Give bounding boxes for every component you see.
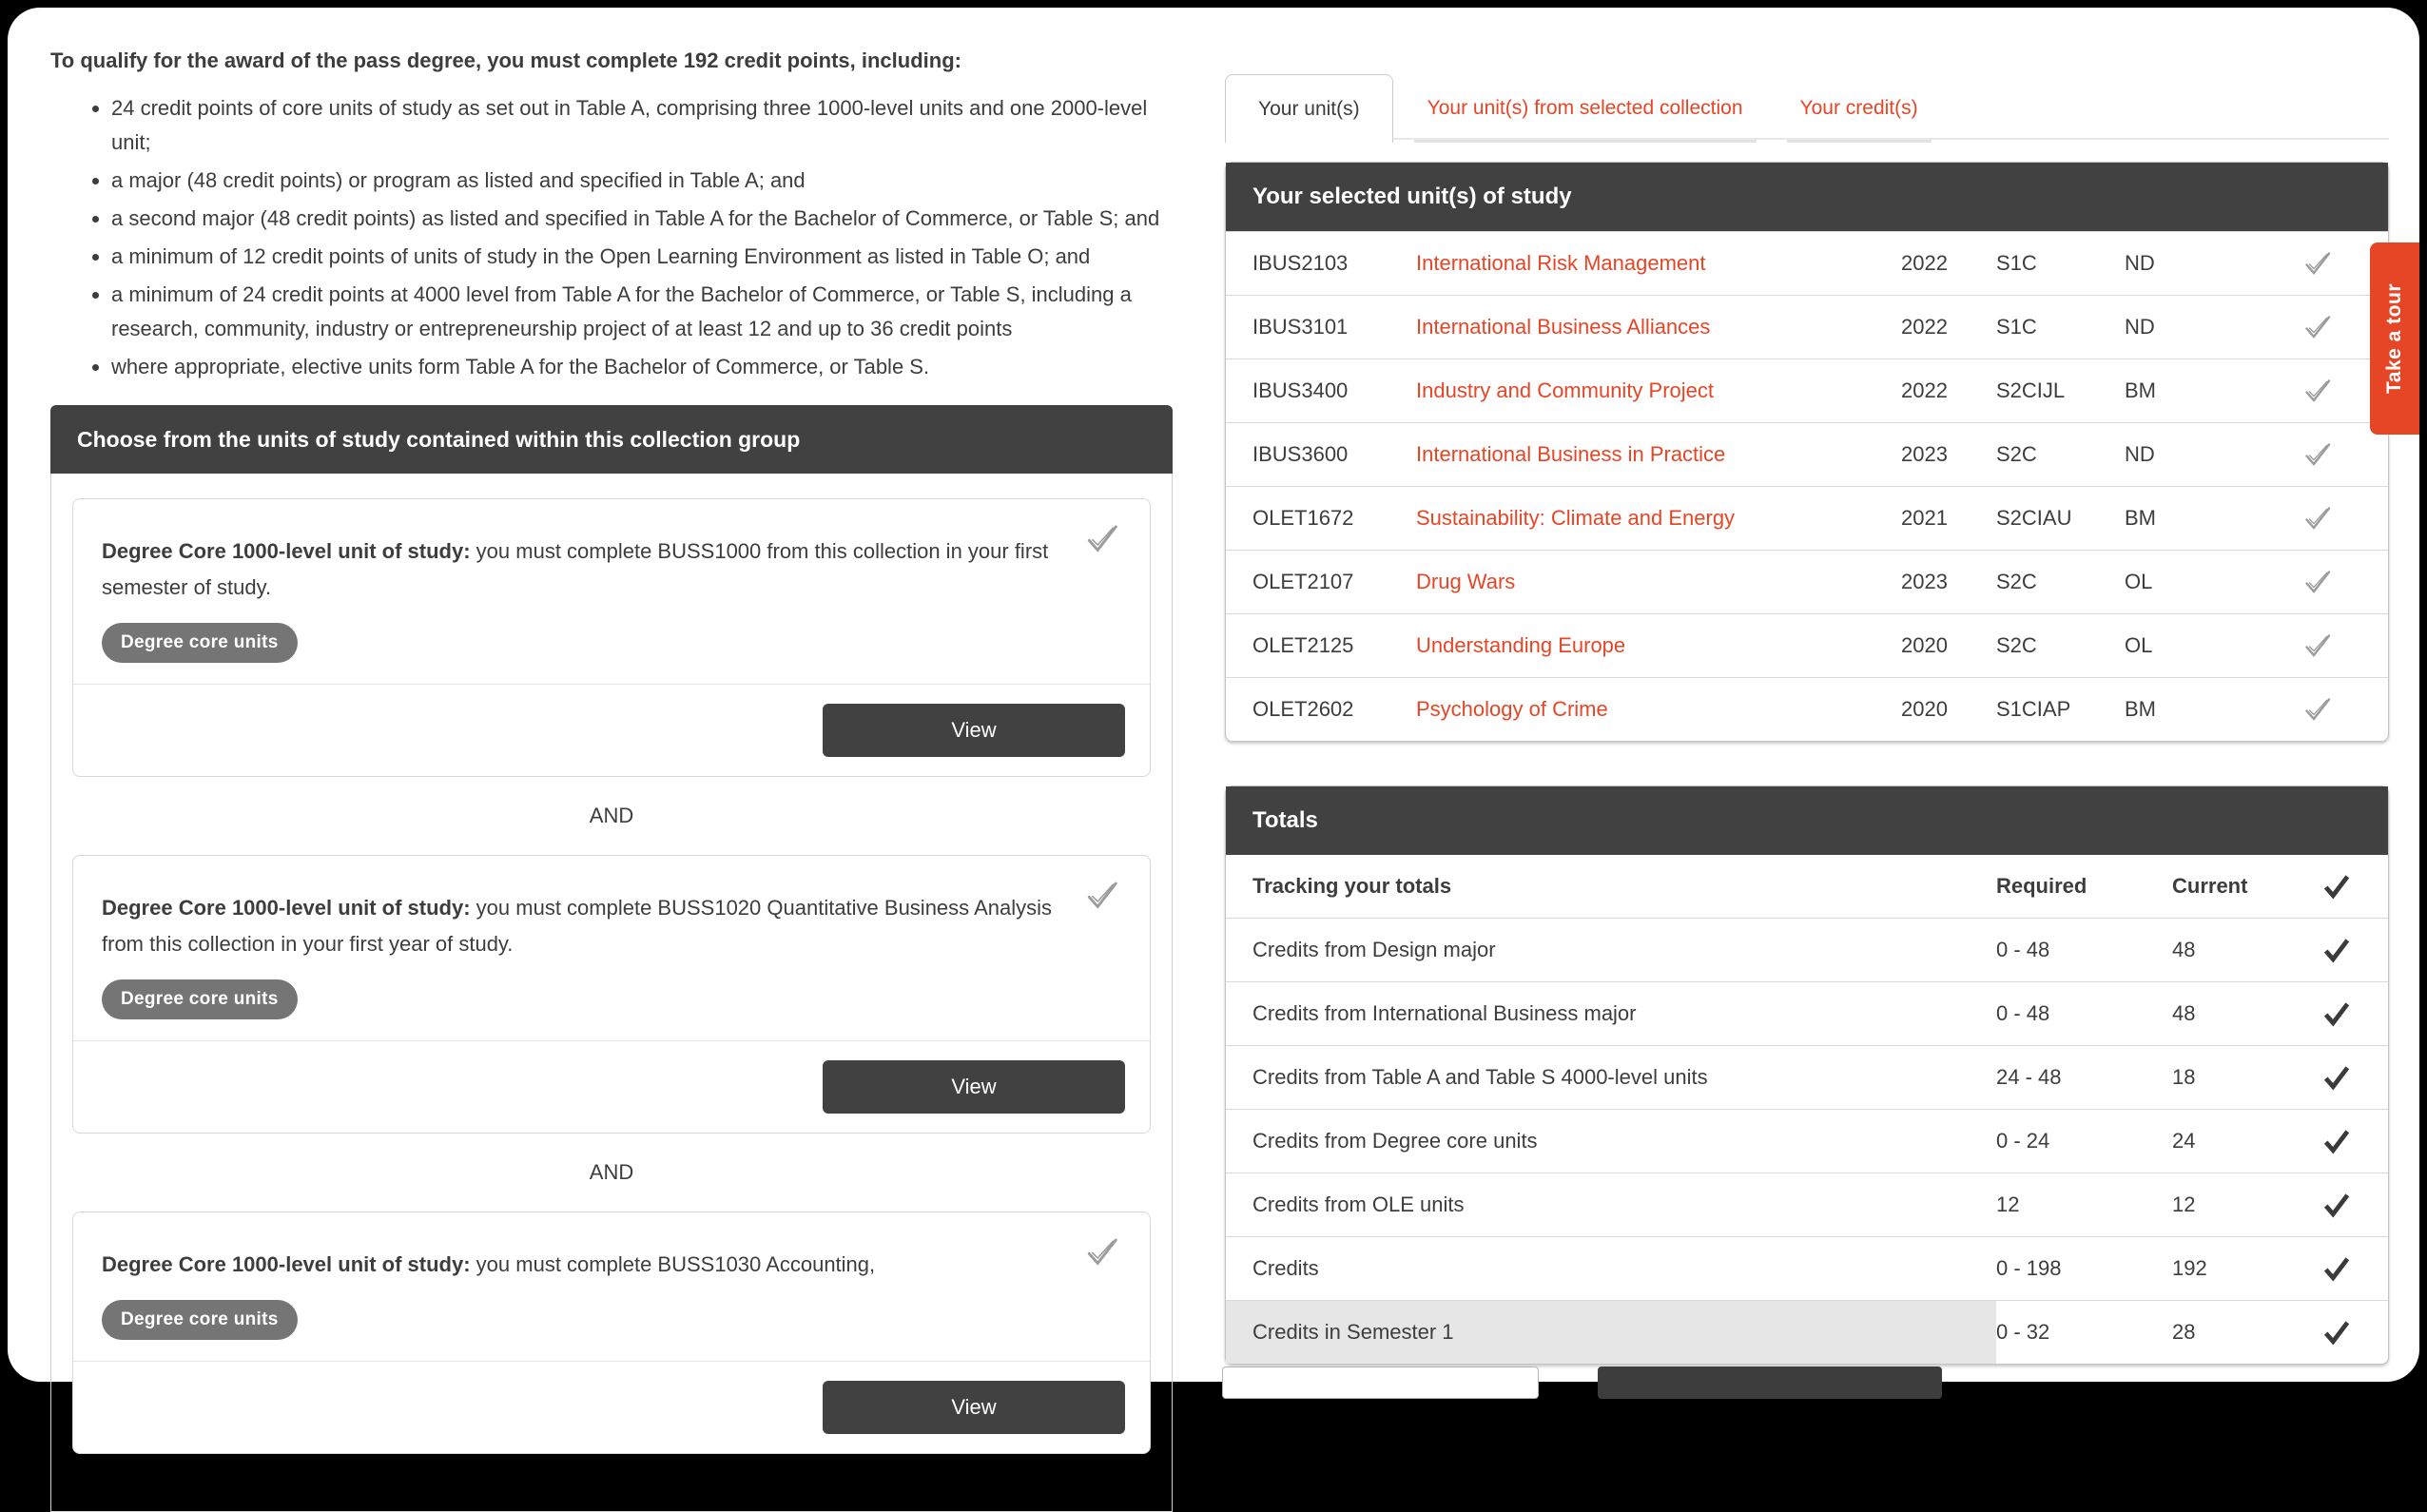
totals-row [1226, 1300, 2388, 1364]
card-footer [73, 1362, 1150, 1453]
unit-year: 2021 [1901, 506, 1948, 530]
and-separator: AND [589, 1160, 634, 1184]
unit-code: OLET1672 [1252, 506, 1354, 530]
total-label: Credits from Design major [1252, 938, 1496, 961]
totals-row [1226, 918, 2388, 981]
total-current: 192 [2172, 1256, 2207, 1280]
card-main [73, 1212, 1150, 1361]
check-icon [2303, 506, 2332, 531]
total-current: 48 [2172, 1001, 2196, 1025]
selected-units-title: Your selected unit(s) of study [1226, 163, 2388, 231]
unit-attribute: ND [2125, 251, 2155, 275]
total-label: Credits from Table A and Table S 4000-level units [1252, 1065, 1708, 1089]
total-required: 0 - 32 [1996, 1320, 2050, 1344]
check-icon [2303, 378, 2332, 403]
unit-name-link[interactable]: Industry and Community Project [1416, 378, 1715, 402]
card-title: Degree Core 1000-level unit of study: [102, 1252, 471, 1276]
unit-session: S2CIAU [1996, 506, 2072, 530]
totals-row [1226, 1045, 2388, 1109]
requirements-intro: To qualify for the award of the pass degree, you must complete 192 credit points, including: [50, 48, 961, 72]
check-icon [2303, 315, 2332, 339]
card-description [102, 1247, 1059, 1283]
card-footer [73, 1041, 1150, 1133]
total-current: 12 [2172, 1192, 2196, 1216]
unit-row [1226, 677, 2388, 741]
view-button[interactable]: View [823, 1060, 1125, 1114]
totals-title: Totals [1226, 786, 2388, 855]
tabs-bar [1225, 74, 2389, 143]
and-separator: AND [589, 804, 634, 827]
check-icon [2303, 697, 2332, 722]
card-main [73, 499, 1150, 684]
unit-code: OLET2602 [1252, 697, 1354, 721]
check-icon [2323, 1192, 2350, 1217]
totals-row [1226, 1173, 2388, 1236]
card-title: Degree Core 1000-level unit of study: [102, 896, 471, 920]
totals-rows [1226, 918, 2388, 1364]
requirement-item: • 24 credit points of core units of study as set out in Table A, comprising three 1000-level units and one 2000-level unit; [111, 91, 1173, 160]
total-required: 12 [1996, 1192, 2020, 1216]
unit-year: 2022 [1901, 315, 1948, 339]
card-body-text: you must complete BUSS1030 Accounting, [470, 1252, 876, 1276]
card-body-text: you must complete BUSS1000 from this collection in your first semester of study. [102, 539, 1049, 599]
unit-code: IBUS3600 [1252, 442, 1349, 466]
units-section [1225, 74, 2389, 1365]
total-label: Credits from International Business major [1252, 1001, 1637, 1025]
check-icon [1085, 524, 1119, 558]
view-button[interactable]: View [823, 1381, 1125, 1434]
unit-session: S1C [1996, 315, 2037, 339]
total-required: 0 - 48 [1996, 938, 2050, 961]
totals-row [1226, 981, 2388, 1045]
unit-row [1226, 295, 2388, 359]
unit-name-link[interactable]: International Business Alliances [1416, 315, 1711, 339]
unit-name-link[interactable]: International Business in Practice [1416, 442, 1726, 466]
total-current: 18 [2172, 1065, 2196, 1089]
unit-attribute: ND [2125, 442, 2155, 466]
take-a-tour-tab[interactable] [2370, 242, 2419, 435]
unit-year: 2023 [1901, 570, 1948, 593]
check-icon [2303, 442, 2332, 467]
unit-session: S1CIAP [1996, 697, 2071, 721]
unit-name-link[interactable]: International Risk Management [1416, 251, 1706, 275]
check-icon [2323, 1256, 2350, 1281]
check-icon [2323, 1065, 2350, 1090]
requirement-item: • where appropriate, elective units form Table A for the Bachelor of Commerce, or Table S. [111, 350, 1173, 384]
unit-session: S2CIJL [1996, 378, 2066, 402]
requirement-item: • a minimum of 24 credit points at 4000 level from Table A for the Bachelor of Commerce, or Table S, including a research, community, industry or entrepreneurship project of at least 12 and up to 36 credit points [111, 278, 1173, 346]
unit-session: S2C [1996, 633, 2037, 657]
check-icon [2303, 570, 2332, 594]
degree-requirements-section [50, 46, 1173, 1512]
unit-year: 2023 [1901, 442, 1948, 466]
total-required: 0 - 198 [1996, 1256, 2062, 1280]
unit-code: OLET2125 [1252, 633, 1354, 657]
tab[interactable]: Your unit(s) from selected collection [1405, 74, 1766, 143]
unit-year: 2022 [1901, 378, 1948, 402]
unit-year: 2022 [1901, 251, 1948, 275]
card-main [73, 856, 1150, 1040]
unit-name-link[interactable]: Drug Wars [1416, 570, 1516, 593]
unit-row [1226, 359, 2388, 422]
totals-header-row [1226, 855, 2388, 918]
unit-code: IBUS3101 [1252, 315, 1349, 339]
card-title: Degree Core 1000-level unit of study: [102, 539, 471, 563]
unit-attribute: BM [2125, 697, 2156, 721]
total-label: Credits from Degree core units [1252, 1129, 1538, 1153]
unit-attribute: OL [2125, 570, 2153, 593]
tab[interactable]: Your unit(s) [1225, 74, 1393, 143]
unit-code: IBUS3400 [1252, 378, 1349, 402]
total-label: Credits from OLE units [1252, 1192, 1465, 1216]
degree-core-units-badge: Degree core units [102, 1300, 298, 1340]
check-icon [1085, 881, 1119, 915]
check-icon [2323, 1320, 2350, 1345]
bottom-button-light[interactable] [1222, 1367, 1539, 1399]
totals-header-label: Tracking your totals [1252, 874, 1452, 898]
unit-attribute: OL [2125, 633, 2153, 657]
unit-attribute: ND [2125, 315, 2155, 339]
check-icon [1085, 1237, 1119, 1271]
requirements-list [50, 91, 1173, 384]
unit-session: S2C [1996, 442, 2037, 466]
totals-header-required: Required [1996, 874, 2087, 898]
check-icon [2303, 633, 2332, 658]
unit-year: 2020 [1901, 633, 1948, 657]
take-a-tour-label: Take a tour [2383, 283, 2405, 394]
unit-attribute: BM [2125, 506, 2156, 530]
total-label: Credits in Semester 1 [1226, 1301, 1996, 1364]
total-label: Credits [1252, 1256, 1319, 1280]
collection-card [72, 498, 1151, 777]
degree-core-units-badge: Degree core units [102, 979, 298, 1019]
totals-panel [1225, 785, 2389, 1365]
unit-name-link[interactable]: Sustainability: Climate and Energy [1416, 506, 1736, 530]
unit-name-link[interactable]: Understanding Europe [1416, 633, 1626, 657]
check-icon [2303, 251, 2332, 276]
collection-card [72, 855, 1151, 1134]
card-body-text: you must complete BUSS1020 Quantitative Business Analysis from this collection in your first year of study. [102, 896, 1052, 956]
view-button[interactable]: View [823, 704, 1125, 757]
unit-session: S2C [1996, 570, 2037, 593]
unit-year: 2020 [1901, 697, 1948, 721]
unit-name-link[interactable]: Psychology of Crime [1416, 697, 1608, 721]
totals-row [1226, 1236, 2388, 1300]
check-icon [2323, 874, 2350, 899]
card-description [102, 890, 1059, 962]
unit-row [1226, 231, 2388, 295]
totals-row [1226, 1109, 2388, 1173]
unit-code: IBUS2103 [1252, 251, 1349, 275]
check-icon [2323, 1001, 2350, 1026]
tab[interactable]: Your credit(s) [1777, 74, 1941, 143]
page-panel [8, 8, 2419, 1419]
selected-units-rows [1226, 231, 2388, 741]
requirement-item: • a major (48 credit points) or program as listed and specified in Table A; and [111, 164, 1173, 198]
degree-core-units-badge: Degree core units [102, 623, 298, 663]
unit-row [1226, 550, 2388, 613]
bottom-button-dark[interactable] [1598, 1367, 1942, 1399]
check-icon [2323, 1129, 2350, 1153]
check-icon [2323, 938, 2350, 962]
card-description [102, 533, 1059, 606]
total-required: 0 - 24 [1996, 1129, 2050, 1153]
total-required: 24 - 48 [1996, 1065, 2062, 1089]
total-required: 0 - 48 [1996, 1001, 2050, 1025]
unit-row [1226, 422, 2388, 486]
unit-attribute: BM [2125, 378, 2156, 402]
card-footer [73, 685, 1150, 776]
totals-header-current: Current [2172, 874, 2248, 898]
collection-group-body [50, 474, 1173, 1512]
unit-row [1226, 613, 2388, 677]
requirement-item: • a minimum of 12 credit points of units of study in the Open Learning Environment as listed in Table O; and [111, 240, 1173, 274]
total-current: 28 [2172, 1320, 2196, 1344]
collection-card [72, 1212, 1151, 1454]
total-current: 24 [2172, 1129, 2196, 1153]
requirement-item: • a second major (48 credit points) as listed and specified in Table A for the Bachelor of Commerce, or Table S; and [111, 202, 1173, 236]
unit-session: S1C [1996, 251, 2037, 275]
unit-row [1226, 486, 2388, 550]
unit-code: OLET2107 [1252, 570, 1354, 593]
collection-group-header: Choose from the units of study contained within this collection group [50, 405, 1173, 474]
selected-units-panel [1225, 162, 2389, 742]
total-current: 48 [2172, 938, 2196, 961]
